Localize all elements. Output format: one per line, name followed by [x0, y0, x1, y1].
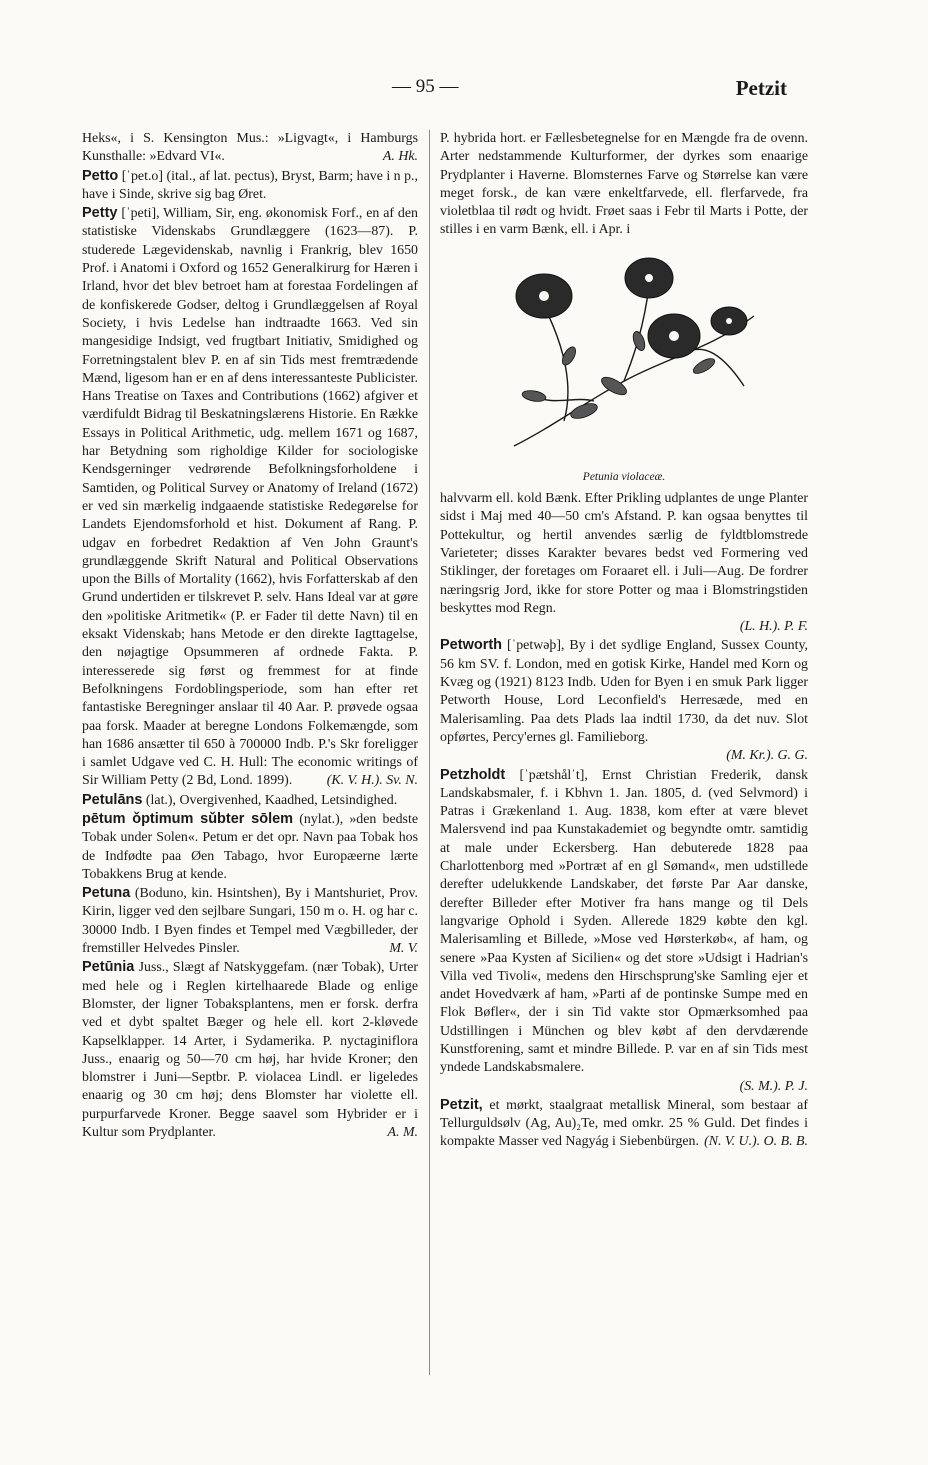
entry-petzholdt: Petzholdt [ˈpætshålˈt], Ernst Christian Frederik, dansk Landskabsmaler, f. i Kbhvn 1. Jan. 1805, d. (ved Selvmord) i Patras i Grækenland 1. Aug. 1838, kom efter at være blevet Malersvend ind paa Kunstakademiet og begyndte omtr. samtidig at male under Eckersberg. Han debuterede 1828 paa Charlottenborg med »Portræt af en gl Sømand«, men udstillede derefter udelukkende Landskaber, det første Par Aar danske, derefter Billeder efter Motiver fra hans mange og til Dels langvarige Ophold i Syden. Allerede 1829 købte den kgl. Malerisamling et Billede, »Mose ved Hørsterkøb«, af ham, og senere »Paa Kysten af Sicilien« og det store »Udsigt i Hadrian's Villa ved Tivoli«, medens den Hirschsprung'ske Samling ejer et andet Hovedværk af ham, »Parti af de pontinske Sumpe med en Flok Bøfler«, der i sin Tid vakte stor Opmærksomhed paa Udstillingen i München og blev købt af den dervdærende Kunstforening, samt et mindre Billede. P. var en af sin Tids mest yndede Landskabsmalere.: [440, 766, 808, 1076]
continuation-entry: Heks«, i S. Kensington Mus.: »Ligvagt«, i Hamburgs Kunsthalle: »Edvard VI«. A. Hk.: [82, 130, 418, 167]
signature: (M. Kr.). G. G.: [726, 748, 808, 764]
headword: Petworth: [440, 637, 503, 654]
right-column: [440, 130, 808, 1152]
entry-petunia: Petūnia Juss., Slægt af Natskyggefam. (nær Tobak), Urter med hele og i Reglen kirtelhaarede Blade og enlige Blomster, der ligner Tobaksplantens, men er forsk. derfra ved et dybt spaltet Bæger og hele ell. kort 2-kløvede Kapselklapper. 14 Arter, i Sydamerika. P. nyctaginiflora Juss., enaarig og 50—70 cm høj, har hvide Kroner; den blomstrer i Juni—Septbr. P. violacea Lindl. er ligeledes enaarig og 30 cm høj; dens Blomster har violette ell. purpurfarvede Kroner. Begge saavel som Hybrider er i Kultur som Prydplanter. A. M.: [82, 958, 418, 1142]
petunia-illustration-icon: [474, 246, 774, 466]
signature: (L. H.). P. F.: [739, 619, 808, 635]
entry-petulans: Petulāns (lat.), Overgivenhed, Kaadhed, Letsindighed.: [82, 791, 398, 808]
page-number: — 95 —: [392, 76, 459, 97]
entry-petto: Petto [ˈpet.o] (ital., af lat. pectus), Bryst, Barm; have i n p., have i Sinde, skrive sig bag Øret.: [82, 167, 418, 202]
entry-petty: Petty [ˈpeti], William, Sir, eng. økonomisk Forf., en af den statistiske Videnskabs Grundlæggere (1623—87). P. studerede Lægevidenskab, navnlig i Frankrig, blev 1650 Prof. i Anatomi i Oxford og 1652 Generalkirurg for Hæren i Irland, hvor det blev betroet ham at forestaa Fordelingen af de konfiskerede Godser, deltog i Grundlæggelsen af Royal Society, i hvis Ledelse han indtraadte 1663. Ved sin mangesidige Indsigt, ved frugtbart Initiativ, Smidighed og Forretningstalent blev P. en af sin Tids mest fremtrædende Mænd, ligesom han er en af dens interessanteste Publicister. Hans Treatise on Taxes and Contributions (1662) afgiver et værdifuldt Bidrag til Beskatningslærens Historie. En Række Essays in Political Arithmetic, udg. mellem 1671 og 1687, har Betydning som righoldige Kilder for sociologiske Kendsgerninger vedrørende Befolkningsforholdene i Samtiden, og Political Survey or Anatomy of Ireland (1672) er ved sin mærkelig indgaaende statistiske Redegørelse for Landets Ejendomsforhold et hist. Dokument af Rang. P. udgav en forbedret Redaktion af Ven John Graunt's grundlæggende Skrift Natural and Political Observations upon the Bills of Mortality (1662), hvis Forfatterskab af den Grund undertiden er tilskrevet P. selv. Hans Ideal var at gøre den »politiske Aritmetik« (P. er Fader til dette Navn) til en eksakt Videnskab; hans Metode er den direkte Iagttagelse, den nøjagtige Opsummeren af ordnede Fakta. P. interesserede sig først og fremmest for at finde Befolkningens Fordoblingsperiode, som han efter ret fantastiske Beregninger anslaar til 40 Aar. P. prøvede ogsaa paa forsk. Maader at beregne Londons Folkemængde, som han 1686 ansætter til 650 à 700000 Indb. P.'s Skr foreligger i samlet Udgave ved C. H. Hull: The economic writings of Sir William Petty (2 Bd, Lond. 1899). (K. V. H.). Sv. N.: [82, 204, 418, 791]
entry-petuna: Petuna (Boduno, kin. Hsintshen), By i Mantshuriet, Prov. Kirin, ligger ved den sejlbare Sungari, 150 m o. H. og har c. 30000 Indb. I Byen findes et Tempel med Vægbilleder, der fremstiller Helvedes Pinsler. M. V.: [82, 884, 418, 958]
signature: M. V.: [389, 941, 418, 957]
signature: (N. V. U.). O. B. B.: [704, 1134, 808, 1150]
entry-petworth: Petworth [ˈpetwəþ], By i det sydlige England, Sussex County, 56 km SV. f. London, med en gotisk Kirke, Handel med Korn og Kvæg og (1921) 8123 Indb. Uden for Byen i en smuk Park ligger Petworth House, Lord Leconfield's Herresæde, med en Malerisamling. Paa dets Plads laa indtil 1730, da det nuv. Slot opførtes, Percy'ernes gl. Familieborg.: [440, 637, 808, 745]
signature: A. M.: [387, 1125, 418, 1141]
figure-caption: Petunia violaceæ.: [582, 470, 666, 483]
page-header: [0, 76, 928, 106]
signature: (K. V. H.). Sv. N.: [326, 773, 418, 789]
headword: Petulāns: [82, 791, 143, 808]
running-head: Petzit: [735, 76, 787, 100]
headword: Petty: [82, 205, 118, 222]
headword: Petto: [82, 167, 119, 184]
figure: [440, 246, 808, 486]
entry-petzit: Petzit, et mørkt, staalgraat metallisk Mineral, som bestaar af Tellurguldsølv (Ag, Au)₂Te, med omkr. 25 % Guld. Det findes i kompakte Masser ved Nagyág i Siebenbürgen. (N. V. U.). O. B. B.: [440, 1096, 808, 1152]
left-column: [82, 130, 418, 1142]
headword: Petuna: [82, 885, 131, 902]
column-divider: [429, 130, 430, 1375]
signature: (S. M.). P. J.: [739, 1078, 808, 1094]
petunia-continuation: P. hybrida hort. er Fællesbetegnelse for en Mængde fra de ovenn. Arter nedstammende Kulturformer, der dyrkes som enaarige Prydplanter i Haverne. Blomsternes Farve og Størrelse kan være meget forsk., de kan være enkeltfarvede, ell. flerfarvede, fra violetblaa til rødt og hvidt. Frøet saas i Febr til Marts i Potte, der stilles i en varm Bænk, ell. i Apr. i: [440, 131, 808, 238]
headword: pētum ǒptimum sǔbter sōlem: [82, 810, 294, 827]
petunia-continuation-2: halvvarm ell. kold Bænk. Efter Prikling udplantes de unge Planter sidst i Maj med 40—50 cm's Afstand. P. kan ogsaa benyttes til Pottekultur, og hertil anvendes særlig de fyldtblomstrede Varieteter; disses Karakter bevares bedst ved Formering ved Stiklinger, der foretages om Foraaret ell. i Juli—Aug. De fordrer næringsrig Jord, ikke for store Potter og maa i Blomstringstiden beskyttes mod Regn.: [440, 491, 808, 616]
entry-petum: pētum ǒptimum sǔbter sōlem (nylat.), »den bedste Tobak under Solen«. Petum er det opr. Navn paa Tobak hos de Indfødte paa Øen Tabago, hvor Europæerne lærte Tobakkens Brug at kende.: [82, 810, 418, 882]
headword: Petzholdt: [440, 766, 506, 783]
headword: Petzit,: [440, 1096, 483, 1113]
headword: Petūnia: [82, 959, 135, 976]
signature: A. Hk.: [382, 149, 418, 165]
